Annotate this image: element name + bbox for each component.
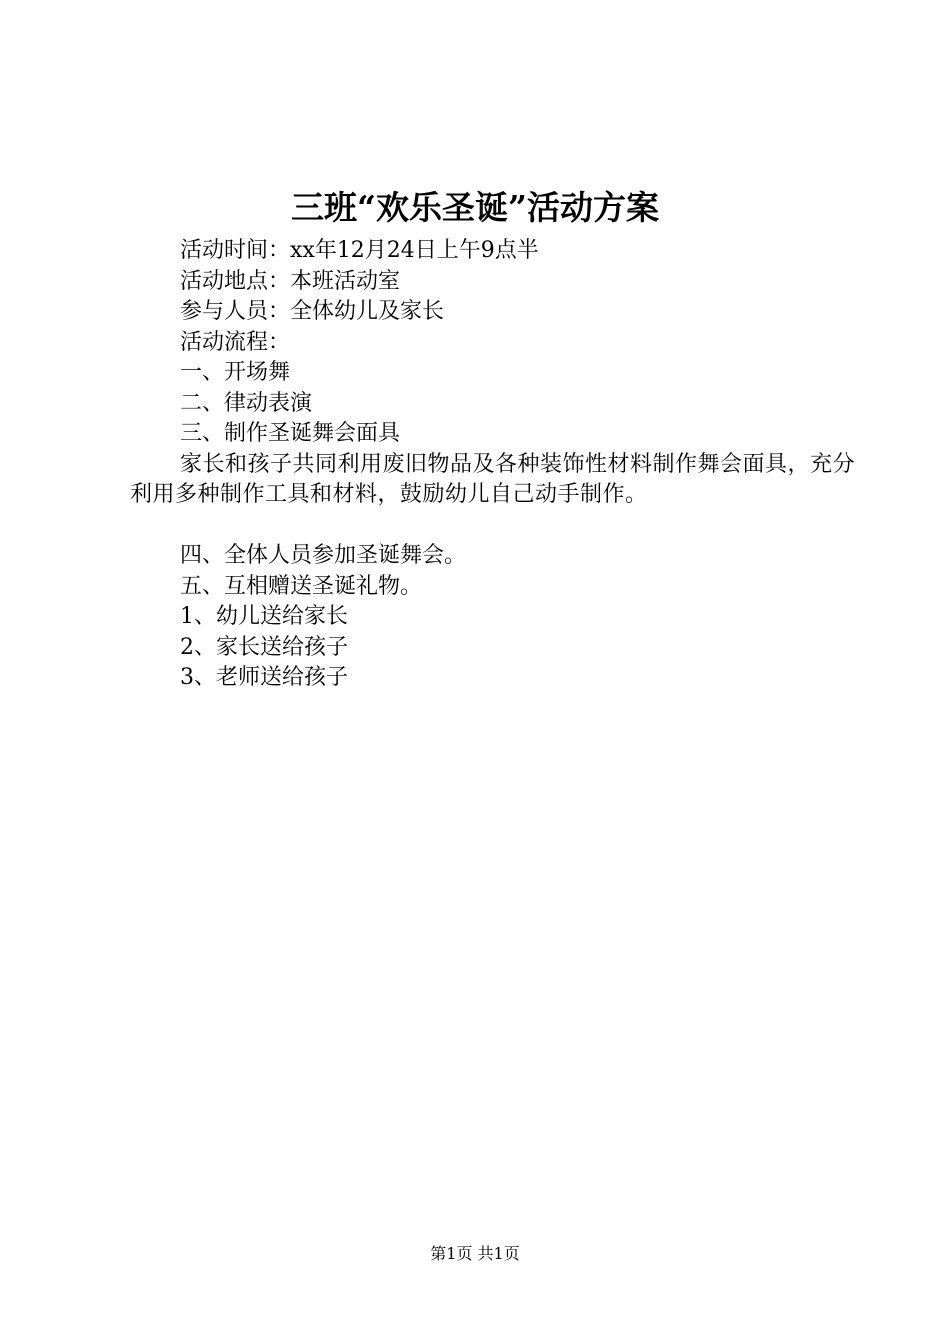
participants: 参与人员：全体幼儿及家长 [180,299,445,324]
process-step-3: 三、制作圣诞舞会面具 [180,421,401,446]
step-3-description: 家长和孩子共同利用废旧物品及各种装饰性材料制作舞会面具，充分利用多种制作工具和材料，鼓励幼儿自己动手制作。 [130,451,856,507]
process-step-1: 一、开场舞 [180,360,291,385]
document-title: 三班“欢乐圣诞”活动方案 [291,188,659,227]
gift-item-2: 2、家长送给孩子 [180,634,348,660]
process-step-4: 四、全体人员参加圣诞舞会。 [180,543,467,568]
activity-location: 活动地点：本班活动室 [180,268,401,294]
gift-item-3: 3、老师送给孩子 [180,665,348,690]
process-step-5: 五、互相赠送圣诞礼物。 [180,573,423,599]
activity-process-heading: 活动流程： [180,329,291,355]
paragraph-spacer [130,511,855,542]
gift-item-1: 1、幼儿送给家长 [180,604,348,629]
activity-time: 活动时间：xx年12月24日上午9点半 [180,238,539,263]
page-footer: 第1页 共1页 [430,1244,520,1263]
process-step-2: 二、律动表演 [180,390,313,416]
document-body [130,236,855,694]
